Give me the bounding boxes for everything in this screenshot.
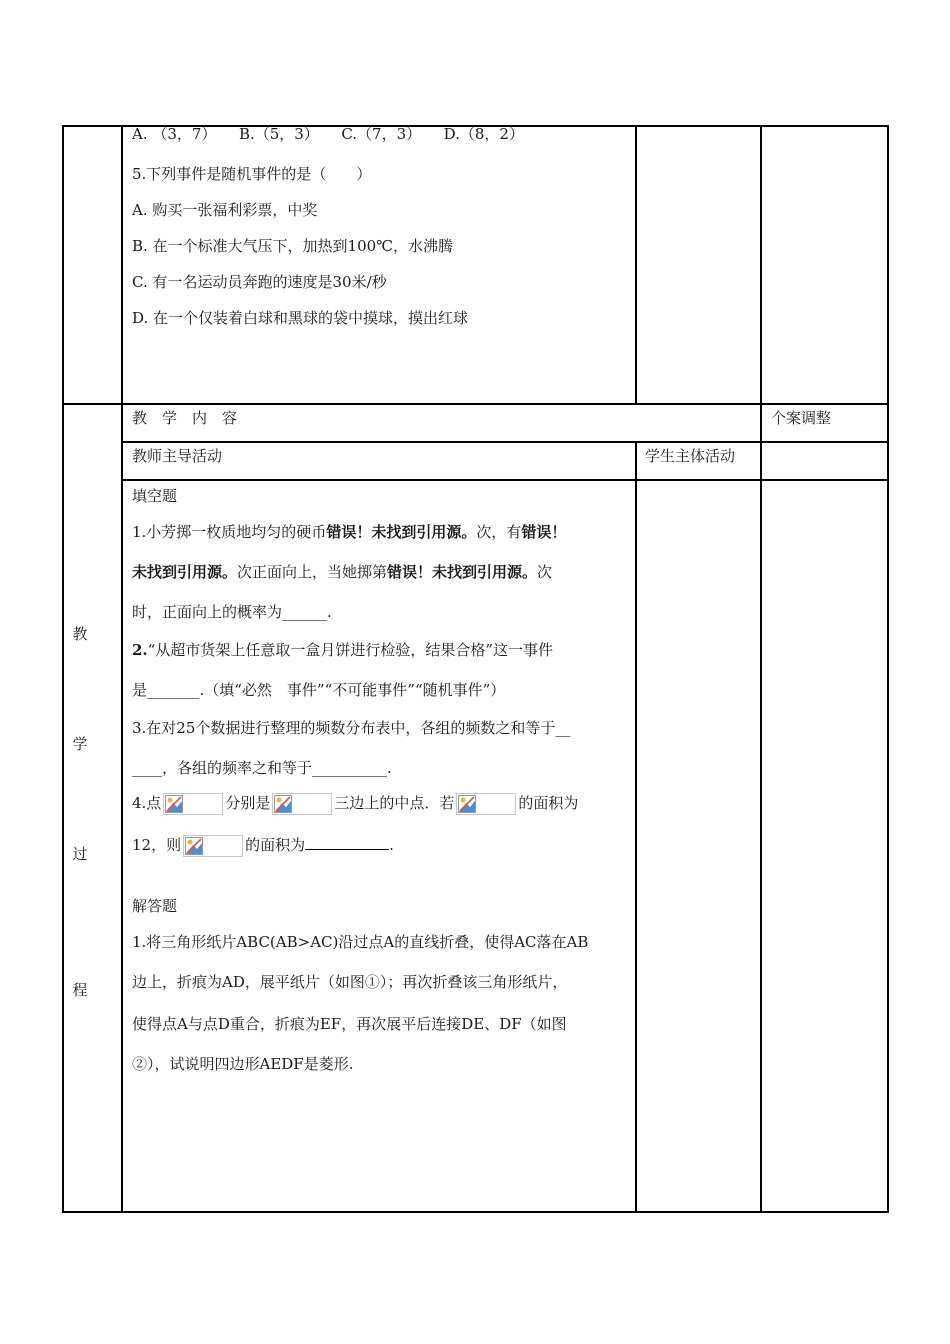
broken-image-icon: [183, 835, 243, 857]
ref-error: 错误！未找到引用源。: [387, 563, 538, 581]
option-a: A. 购买一张福利彩票，中奖: [132, 201, 318, 219]
side-label-char: 程: [72, 981, 88, 999]
fill-q4-line1: [132, 792, 578, 815]
side-label-char: 学: [72, 735, 88, 753]
q4-text: 分别是: [225, 794, 271, 812]
fill-q1-line3: 时，正面向上的概率为______.: [132, 603, 332, 621]
q1-text: 1.小芳掷一枚质地均匀的硬币: [132, 523, 327, 541]
q2-text: “从超市货架上任意取一盒月饼进行检验，结果合格”这一事件: [147, 641, 554, 659]
fill-q2-line1: [132, 640, 553, 660]
solve-line: 使得点A与点D重合，折痕为EF，再次展平后连接DE、DF（如图: [132, 1015, 567, 1033]
table-col-divider: [635, 441, 637, 1213]
header-teacher: 教师主导活动: [132, 447, 223, 465]
q1-text: 次正面向上，当她掷第: [237, 563, 388, 581]
fill-q2-line2: 是_______.（填“必然 事件”“不可能事件”“随机事件”）: [132, 681, 506, 699]
header-student: 学生主体活动: [645, 447, 736, 465]
q1-text: 次: [537, 563, 553, 581]
solve-line: ②），试说明四边形AEDF是菱形.: [132, 1055, 354, 1073]
q2-number: 2.: [132, 641, 148, 659]
table-border-right: [887, 125, 889, 1213]
side-label-char: 教: [72, 625, 88, 643]
table-row-divider: [123, 479, 889, 481]
fill-title: 填空题: [132, 487, 178, 505]
header-adjust: 个案调整: [771, 409, 832, 427]
option-c: C. 有一名运动员奔跑的速度是30米/秒: [132, 273, 387, 291]
fill-q1-line1: [132, 522, 566, 542]
table-border-left: [62, 125, 64, 1213]
q4-text: .: [389, 836, 394, 854]
option-d: D. 在一个仅装着白球和黑球的袋中摸球，摸出红球: [132, 309, 469, 327]
fill-q3-line2: ____，各组的频率之和等于__________.: [132, 759, 392, 777]
broken-image-icon: [272, 793, 332, 815]
table-row-divider: [62, 403, 889, 405]
solve-line: 边上，折痕为AD，展平纸片（如图①）；再次折叠该三角形纸片，: [132, 973, 568, 991]
question-5: 5.下列事件是随机事件的是（ ）: [132, 165, 372, 183]
q4-text: 12，则: [132, 836, 182, 854]
broken-image-icon: [456, 793, 516, 815]
fill-q1-line2: [132, 562, 552, 582]
q4-text: 三边上的中点．若: [334, 794, 455, 812]
q4-text: 4.点: [132, 794, 162, 812]
ref-error: 未找到引用源。: [132, 563, 238, 581]
table-col-divider: [635, 125, 637, 403]
broken-image-icon: [163, 793, 223, 815]
table-col-divider: [760, 125, 762, 1213]
q4-text: 的面积为: [245, 836, 306, 854]
table-border-bottom: [62, 1211, 889, 1213]
ref-error: 错误！未找到引用源。: [326, 523, 477, 541]
fill-q3-line1: 3.在对25个数据进行整理的频数分布表中，各组的频数之和等于__: [132, 719, 571, 737]
fill-q4-line2: [132, 834, 394, 857]
table-col-divider: [121, 125, 123, 1213]
answer-blank: [305, 835, 389, 850]
table-row-divider: [123, 441, 889, 443]
q1-text: 次，有: [476, 523, 522, 541]
solve-title: 解答题: [132, 897, 178, 915]
q4-text: 的面积为: [518, 794, 579, 812]
header-content: 教 学 内 容: [132, 409, 238, 427]
options-line: A. （3，7） B.（5，3） C.（7，3） D.（8，2）: [132, 125, 524, 143]
ref-error: 错误！: [521, 523, 567, 541]
option-b: B. 在一个标准大气压下，加热到100℃，水沸腾: [132, 237, 453, 255]
solve-line: 1.将三角形纸片ABC(AB>AC)沿过点A的直线折叠，使得AC落在AB: [132, 933, 589, 951]
side-label-char: 过: [72, 845, 88, 863]
